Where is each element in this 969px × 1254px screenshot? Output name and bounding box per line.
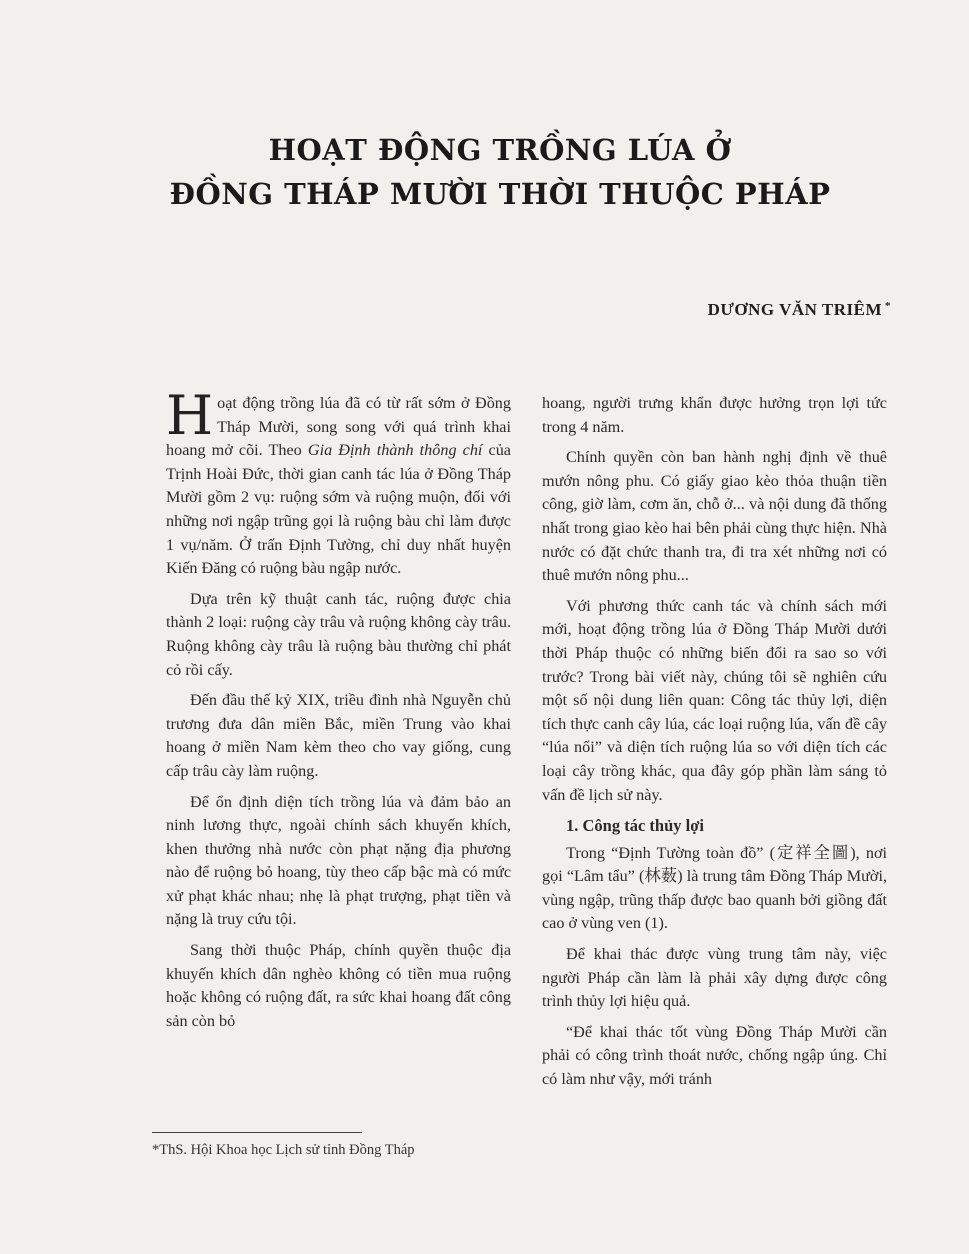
section-heading: 1. Công tác thủy lợi: [566, 816, 704, 836]
paragraph: hoang, người trưng khẩn được hưởng trọn lợi tức trong 4 năm.: [542, 394, 887, 436]
footnote-divider: [152, 1132, 362, 1133]
drop-cap: H: [166, 384, 214, 447]
title-line-2: ĐỒNG THÁP MƯỜI THỜI THUỘC PHÁP: [169, 177, 831, 211]
paragraph: Chính quyền còn ban hành nghị định về thuê mướn nông phu. Có giấy giao kèo thỏa thuận tiền công, giờ làm, cơm ăn, chỗ ở... và nội dung đã thống nhất trong giao kèo hai bên phải cùng thực hiện. Nhà nước có đặt chức thanh tra, đi tra xét những nơi có thuê mướn nông phu...: [542, 448, 887, 585]
author-footnote-mark: *: [885, 300, 891, 312]
paragraph: [166, 384, 511, 581]
right-column: [542, 392, 887, 1099]
title-line-1: HOẠT ĐỘNG TRỒNG LÚA Ở: [268, 133, 732, 167]
book-title-italic: Gia Định thành thông chí: [307, 441, 483, 460]
footnote: *ThS. Hội Khoa học Lịch sử tỉnh Đồng Tháp: [152, 1142, 415, 1158]
paragraph: Sang thời thuộc Pháp, chính quyền thuộc địa khuyến khích dân nghèo không có tiền mua ruộng hoặc không có ruộng đất, ra sức khai hoang đất công sản còn bỏ: [166, 941, 511, 1030]
paragraph: Trong “Định Tường toàn đồ” (定祥全圖), nơi gọi “Lâm tẩu” (林薮) là trung tâm Đồng Tháp Mười, vùng ngập, trũng thấp được bao quanh bởi giồng đất cao ở vùng ven (1).: [542, 843, 887, 933]
author-byline: [708, 300, 891, 320]
paragraph: “Để khai thác tốt vùng Đồng Tháp Mười cần phải có công trình thoát nước, chống ngập úng. Chỉ có làm như vậy, mới tránh: [542, 1022, 887, 1089]
paragraph-text: oạt động trồng lúa đã có từ rất sớm ở Đồng Tháp Mười, song song với quá trình khai hoang mở cõi. Theo: [166, 394, 511, 460]
article-title: [120, 128, 880, 216]
paragraph-text: của Trịnh Hoài Đức, thời gian canh tác lúa ở Đồng Tháp Mười gồm 2 vụ: ruộng sớm và ruộng muộn, đối với những nơi ngập trũng gọi là ruộng bàu chỉ làm được 1 vụ/năm. Ở trấn Định Tường, chỉ duy nhất huyện Kiến Đăng có ruộng bàu ngập nước.: [166, 441, 511, 578]
paragraph: Để khai thác được vùng trung tâm này, việc người Pháp cần làm là phải xây dựng được công trình thủy lợi hiệu quả.: [542, 945, 887, 1011]
author-name: DƯƠNG VĂN TRIÊM: [707, 300, 882, 319]
paragraph: Với phương thức canh tác và chính sách mới mới, hoạt động trồng lúa ở Đồng Tháp Mười dưới thời Pháp thuộc có những biến đổi ra sao so với trước? Trong bài viết này, chúng tôi sẽ nghiên cứu một số nội dung liên quan: Công tác thủy lợi, diện tích thực canh cây lúa, các loại ruộng lúa, vấn đề cây “lúa nổi” và diện tích ruộng lúa so với diện tích các loại cây trồng khác, qua đây góp phần làm sáng tỏ vấn đề lịch sử này.: [542, 596, 887, 804]
left-column: [166, 384, 511, 1040]
paragraph: Để ổn định diện tích trồng lúa và đảm bảo an ninh lương thực, ngoài chính sách khuyến khích, khen thưởng nhà nước còn phạt nặng địa phương nào để ruộng bỏ hoang, tùy theo cấp bậc mà có mức xử phạt khác nhau; nhẹ là phạt trượng, phạt tiền và nặng là truy cứu tội.: [166, 792, 511, 929]
paragraph: Dựa trên kỹ thuật canh tác, ruộng được chia thành 2 loại: ruộng cày trâu và ruộng không cày trâu. Ruộng không cày trâu là ruộng bàu thường chỉ phát cỏ rồi cấy.: [166, 589, 511, 679]
paragraph: Đến đầu thế kỷ XIX, triều đình nhà Nguyễn chủ trương đưa dân miền Bắc, miền Trung vào khai hoang ở miền Nam kèm theo cho vay giống, cung cấp trâu cày làm ruộng.: [166, 691, 511, 780]
